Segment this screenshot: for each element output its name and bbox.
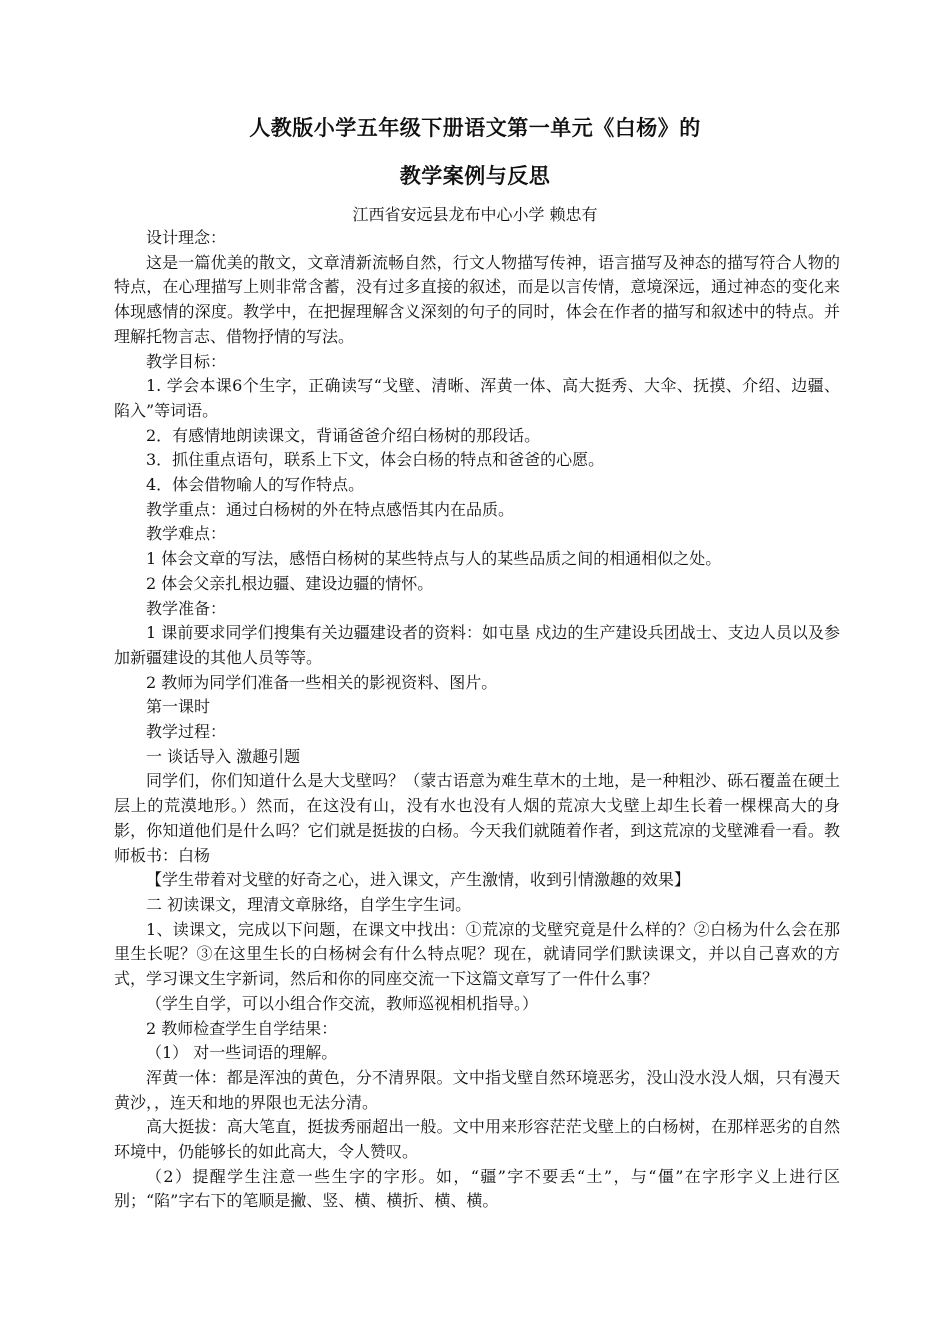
list-item: 1 课前要求同学们搜集有关边疆建设者的资料：如屯垦 戍边的生产建设兵团战士、支边人员以及参加新疆建设的其他人员等等。 [114,623,840,667]
paragraph: （1） 对一些词语的理解。 [146,1043,338,1063]
list-item: 1. 学会本课6个生字，正确读写“戈壁、清晰、浑黄一体、高大挺秀、大伞、抚摸、介绍、边疆、陷入”等词语。 [114,376,840,420]
section-heading: 第一课时 [146,697,211,717]
paragraph: 这是一篇优美的散文，文章清新流畅自然，行文人物描写传神，语言描写及神态的描写符合人物的特点，在心理描写上则非常含蓄，没有过多直接的叙述，而是以言传情，意境深远，通过神态的变化来体现感情的深度。教学中，在把握理解含义深刻的句子的同时，体会在作者的描写和叙述中的特点。并理解托物言志、借物抒情的写法。 [114,252,840,346]
document-title-line1: 人教版小学五年级下册语文第一单元《白杨》的 [249,115,701,140]
section-heading: 教学难点： [146,524,227,544]
subsection-heading: 一 谈话导入 激趣引题 [146,746,301,766]
paragraph: 浑黄一体：都是浑浊的黄色，分不清界限。文中指戈壁自然环境恶劣，没山没水没人烟，只有漫天黄沙，，连天和地的界限也无法分清。 [114,1067,840,1112]
section-heading: 教学重点：通过白杨树的外在特点感悟其内在品质。 [146,499,515,519]
list-item: 1 体会文章的写法，感悟白杨树的某些特点与人的某些品质之间的相通相似之处。 [146,549,722,569]
paragraph: 【学生带着对戈壁的好奇之心，进入课文，产生激情，收到引情激趣的效果】 [146,870,691,890]
section-heading: 设计理念： [146,228,227,247]
list-item: 2 教师为同学们准备一些相关的影视资料、图片。 [146,672,498,692]
paragraph: 2 教师检查学生自学结果： [146,1018,338,1038]
section-heading: 教学目标： [146,351,227,371]
list-item: 2．有感情地朗读课文，背诵爸爸介绍白杨树的那段话。 [146,425,541,445]
section-heading: 教学过程： [146,722,227,742]
document-title-line2: 教学案例与反思 [399,163,551,188]
paragraph: 1、读课文，完成以下问题，在课文中找出：①荒凉的戈壁究竟是什么样的？②白杨为什么会在那里生长呢？③在这里生长的白杨树会有什么特点呢？现在，就请同学们默读课文，并以自己喜欢的方式，学习课文生字新词，然后和你的同座交流一下这篇文章写了一件什么事？ [114,919,840,989]
paragraph: （学生自学，可以小组合作交流，教师巡视相机指导。） [146,993,539,1013]
document-body [114,226,840,1214]
subsection-heading: 二 初读课文，理清文章脉络，自学生字生词。 [146,894,472,914]
paragraph: 同学们，你们知道什么是大戈壁吗？（蒙古语意为难生草木的土地，是一种粗沙、砾石覆盖在硬土层上的荒漠地形。）然而，在这没有山，没有水也没有人烟的荒凉大戈壁上却生长着一棵棵高大的身影，你知道他们是什么吗？它们就是挺拔的白杨。今天我们就随着作者，到这荒凉的戈壁滩看一看。教师板书：白杨 [114,771,840,865]
author-line: 江西省安远县龙布中心小学 赖忠有 [352,205,598,224]
paragraph: （2）提醒学生注意一些生字的字形。如，“疆”字不要丢“土”，与“僵”在字形字义上进行区别；“陷”字右下的笔顺是撇、竖、横、横折、横、横。 [114,1166,840,1211]
paragraph: 高大挺拔：高大笔直，挺拔秀丽超出一般。文中用来形容茫茫戈壁上的白杨树，在那样恶劣的自然环境中，仍能够长的如此高大，令人赞叹。 [114,1117,840,1162]
list-item: 3．抓住重点语句，联系上下文，体会白杨的特点和爸爸的心愿。 [146,450,605,470]
list-item: 4．体会借物喻人的写作特点。 [146,475,365,495]
list-item: 2 体会父亲扎根边疆、建设边疆的情怀。 [146,573,434,593]
section-heading: 教学准备： [146,598,227,618]
